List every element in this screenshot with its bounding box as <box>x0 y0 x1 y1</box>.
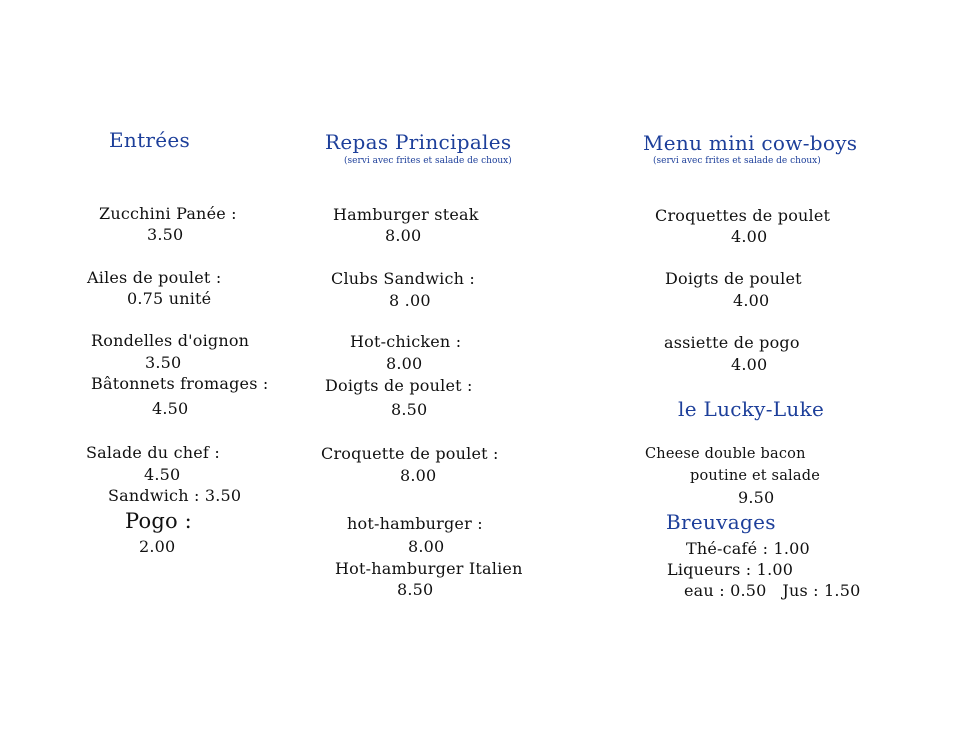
item-price: 8.50 <box>391 400 428 419</box>
item-price: 8.00 <box>400 466 437 485</box>
item-price: 3.50 <box>145 353 182 372</box>
item-price: 8.00 <box>386 354 423 373</box>
heading-lucky-luke: le Lucky-Luke <box>678 397 825 421</box>
drink-line: Thé-café : 1.00 <box>686 539 810 558</box>
item-name: Bâtonnets fromages : <box>91 374 269 393</box>
heading-repas: Repas Principales <box>325 130 512 154</box>
item-name: Doigts de poulet : <box>325 376 473 395</box>
item-price: 4.00 <box>731 355 768 374</box>
drink-line: eau : 0.50 Jus : 1.50 <box>684 581 861 600</box>
item-name: Doigts de poulet <box>665 269 802 288</box>
item-name: Croquette de poulet : <box>321 444 499 463</box>
item-price: 0.75 unité <box>127 289 212 308</box>
item-price: 8.50 <box>397 580 434 599</box>
item-price: 8.00 <box>408 537 445 556</box>
item-name: Zucchini Panée : <box>99 204 237 223</box>
item-name: Rondelles d'oignon <box>91 331 250 350</box>
item-price: 8 .00 <box>389 291 431 310</box>
lucky-line: poutine et salade <box>690 468 820 484</box>
item-price: 4.00 <box>733 291 770 310</box>
lucky-price: 9.50 <box>738 488 775 507</box>
serving-note: (servi avec frites et salade de choux) <box>344 156 512 166</box>
serving-note: (servi avec frites et salade de choux) <box>653 156 821 166</box>
item-name: Hamburger steak <box>333 205 479 224</box>
item-name: Hot-chicken : <box>350 332 462 351</box>
item-price: 4.50 <box>144 465 181 484</box>
item-name: Sandwich : 3.50 <box>108 486 242 505</box>
item-price: 3.50 <box>147 225 184 244</box>
item-price: 4.50 <box>152 399 189 418</box>
item-name: Clubs Sandwich : <box>331 269 476 288</box>
drink-line: Liqueurs : 1.00 <box>667 560 794 579</box>
lucky-line: Cheese double bacon <box>645 446 806 462</box>
item-name: assiette de pogo <box>664 333 800 352</box>
item-name: Ailes de poulet : <box>87 268 222 287</box>
item-name: Pogo : <box>125 509 192 533</box>
item-name: Croquettes de poulet <box>655 206 831 225</box>
item-name: Salade du chef : <box>86 443 220 462</box>
item-price: 4.00 <box>731 227 768 246</box>
item-price: 2.00 <box>139 537 176 556</box>
item-price: 8.00 <box>385 226 422 245</box>
heading-breuvages: Breuvages <box>666 510 776 534</box>
item-name: hot-hamburger : <box>347 514 483 533</box>
item-name: Hot-hamburger Italien <box>335 559 523 578</box>
heading-menu-mini: Menu mini cow-boys <box>643 131 858 155</box>
heading-entrees: Entrées <box>109 128 191 152</box>
